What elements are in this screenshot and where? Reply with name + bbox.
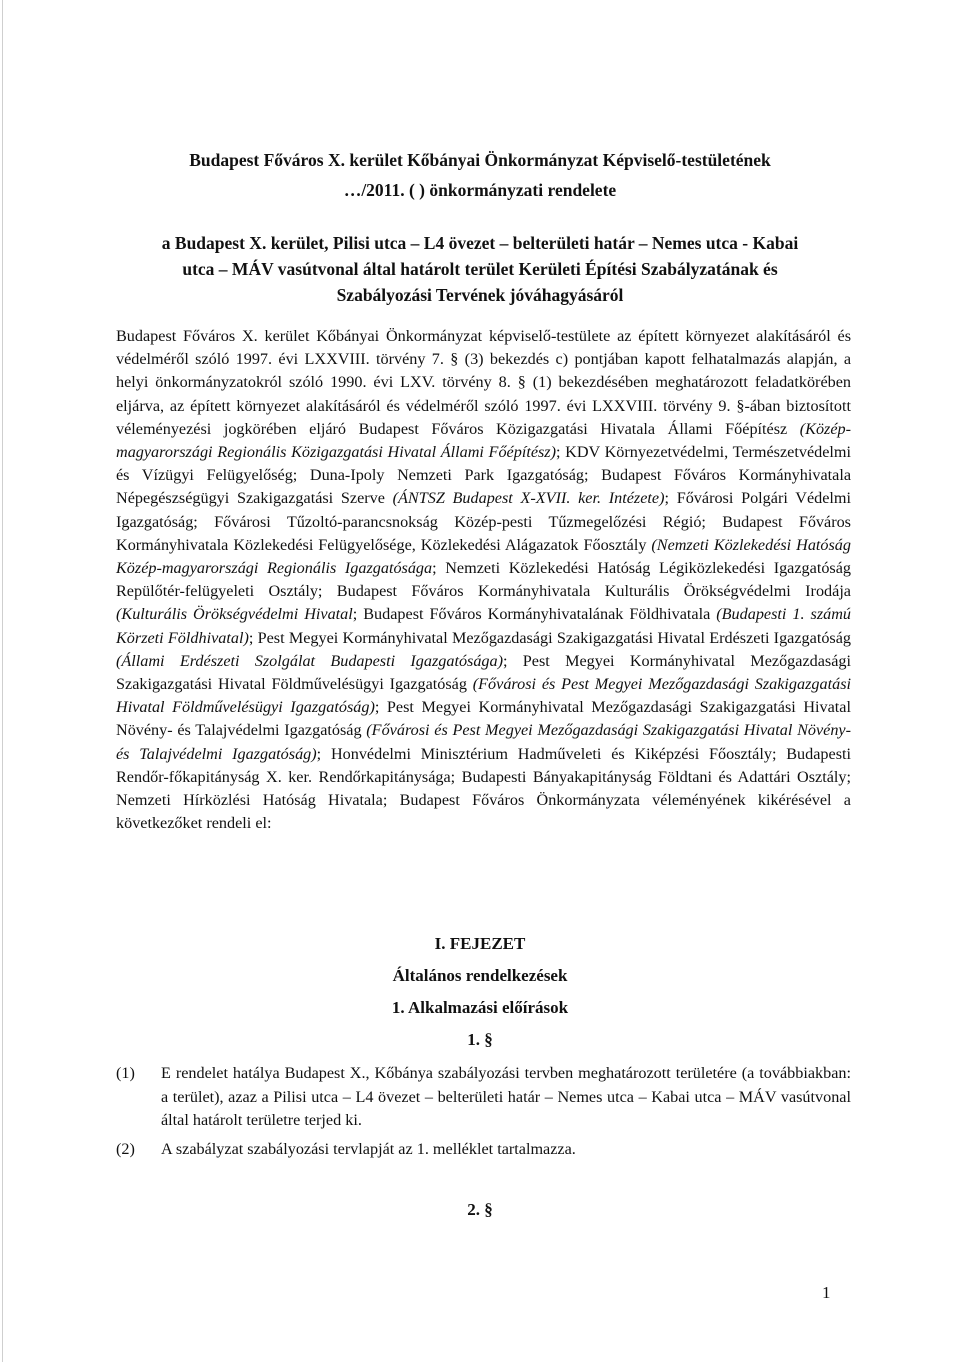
- preamble-text-1: Budapest Főváros X. kerület Kőbányai Önkormányzat képviselő-testülete az épített környezet alakításáról és védelméről szóló 1997. évi LXXVIII. törvény 7. § (3) bekezdés c) pontjában kapott felhatalmazás alapján, a helyi önkormányzatokról szóló 1990. évi LXV. törvény 8. § (1) bekezdésében meghatározott feladatkörében eljárva, az épített környezet alakításáról és védelméről szóló 1997. évi LXXVIII. törvény 9. §-ában biztosított véleményezési jogkörében eljáró Budapest Főváros Közigazgatási Hivatala Állami Főépítész: [116, 327, 851, 438]
- title-line-1: Budapest Főváros X. kerület Kőbányai Önkormányzat Képviselő-testületének: [189, 150, 771, 170]
- preamble-italic-5: (Budapesti 1. számú Körzeti Földhivatal): [116, 605, 852, 647]
- item-number: (1): [116, 1064, 135, 1082]
- preamble-text-4: ; Nemzeti Közlekedési Hatóság Légiközlekedési Igazgatóság Repülőtér-felügyeleti Osztály; Budapest Főváros Kormányhivatala Kulturális Örökségvédelmi Irodája: [116, 559, 851, 601]
- preamble-italic-2: (ÁNTSZ Budapest X-XVII. ker. Intézete): [392, 489, 665, 508]
- preamble-italic-4: (Kulturális Örökségvédelmi Hivatal: [116, 605, 353, 624]
- chapter-heading: I. FEJEZET: [434, 934, 526, 953]
- preamble-text-9: ; Honvédelmi Minisztérium Hadműveleti és Kiképzési Főosztály; Budapesti Rendőr-főkapitányság X. ker. Rendőrkapitánysága; Budapesti Bányakapitányság Földtani és Adattári Osztály; Nemzeti Hírközlési Hatóság Hivatala; Budapest Főváros Önkormányzata véleményének kikérésével a következőket rendeli el:: [116, 744, 851, 833]
- subtitle-line-1: a Budapest X. kerület, Pilisi utca – L4 övezet – belterületi határ – Nemes utca - Kabai: [161, 233, 799, 253]
- preamble-italic-3: (Nemzeti Közlekedési Hatóság Közép-magyarországi Regionális Igazgatósága: [116, 535, 851, 578]
- preamble-text-8: ; Pest Megyei Kormányhivatal Mezőgazdasági Szakigazgatási Hivatal Növény- és Talajvédelmi Igazgatóság: [116, 698, 851, 740]
- title-line-2: …/2011. ( ) önkormányzati rendelete: [343, 180, 617, 200]
- preamble-text-5: ; Budapest Főváros Kormányhivatalának Földhivatala: [352, 605, 711, 624]
- subtitle-line-3: Szabályozási Tervének jóváhagyásáról: [336, 285, 624, 305]
- page-number: 1: [822, 1283, 831, 1302]
- preamble-text-6: ; Pest Megyei Kormányhivatal Mezőgazdasági Szakigazgatási Hivatal Erdészeti Igazgatóság: [248, 628, 851, 647]
- preamble-italic-1: (Közép-magyarországi Regionális Közigazgatási Hivatal Állami Főépítész): [116, 419, 851, 462]
- item-number: (2): [116, 1140, 135, 1158]
- preamble-italic-6: (Állami Erdészeti Szolgálat Budapesti Igazgatósága): [116, 651, 504, 670]
- chapter-title: Általános rendelkezések: [392, 966, 568, 985]
- preamble-italic-7: (Fővárosi és Pest Megyei Mezőgazdasági Szakigazgatási Hivatal Földművelésügyi Igazgatóság): [116, 675, 851, 717]
- scan-edge: [2, 0, 3, 1362]
- preamble-text-3: ; Fővárosi Polgári Védelmi Igazgatóság; Fővárosi Tűzoltó-parancsnokság Közép-pesti Tűzmegelőzési Régió; Budapest Főváros Kormányhivatala Közlekedési Felügyelősége, Közlekedési Alágazatok Főosztály: [116, 489, 851, 554]
- list-item: [116, 1138, 851, 1164]
- subtitle-line-2: utca – MÁV vasútvonal által határolt terület Kerületi Építési Szabályzatának és: [182, 259, 778, 279]
- preamble: [116, 325, 851, 835]
- preamble-italic-8: (Fővárosi és Pest Megyei Mezőgazdasági Szakigazgatási Hivatal Növény- és Talajvédelmi Igazgatóság): [116, 721, 851, 763]
- item-text: E rendelet hatálya Budapest X., Kőbánya szabályozási tervben meghatározott területére (a továbbiakban: a terület), azaz a Pilisi utca – L4 övezet – belterületi határ – Nemes utca – Kabai utca – MÁV vasútvonal által határolt területre terjed ki.: [161, 1064, 851, 1129]
- list-item: [116, 1062, 851, 1134]
- preamble-text-2: ; KDV Környezetvédelmi, Természetvédelmi és Vízügyi Felügyelőség; Duna-Ipoly Nemzeti Park Igazgatóság; Budapest Főváros Kormányhivatala Népegészségügyi Szakigazgatási Szerve: [116, 443, 851, 508]
- section-title: 1. Alkalmazási előírások: [391, 998, 569, 1017]
- preamble-text-7: ; Pest Megyei Kormányhivatal Mezőgazdasági Szakigazgatási Hivatal Földművelésügyi Igazgatóság: [116, 651, 851, 694]
- paragraph-1-label: 1. §: [467, 1030, 493, 1049]
- item-text: A szabályzat szabályozási tervlapját az 1. melléklet tartalmazza.: [161, 1140, 576, 1158]
- paragraph-2-label: 2. §: [467, 1200, 493, 1219]
